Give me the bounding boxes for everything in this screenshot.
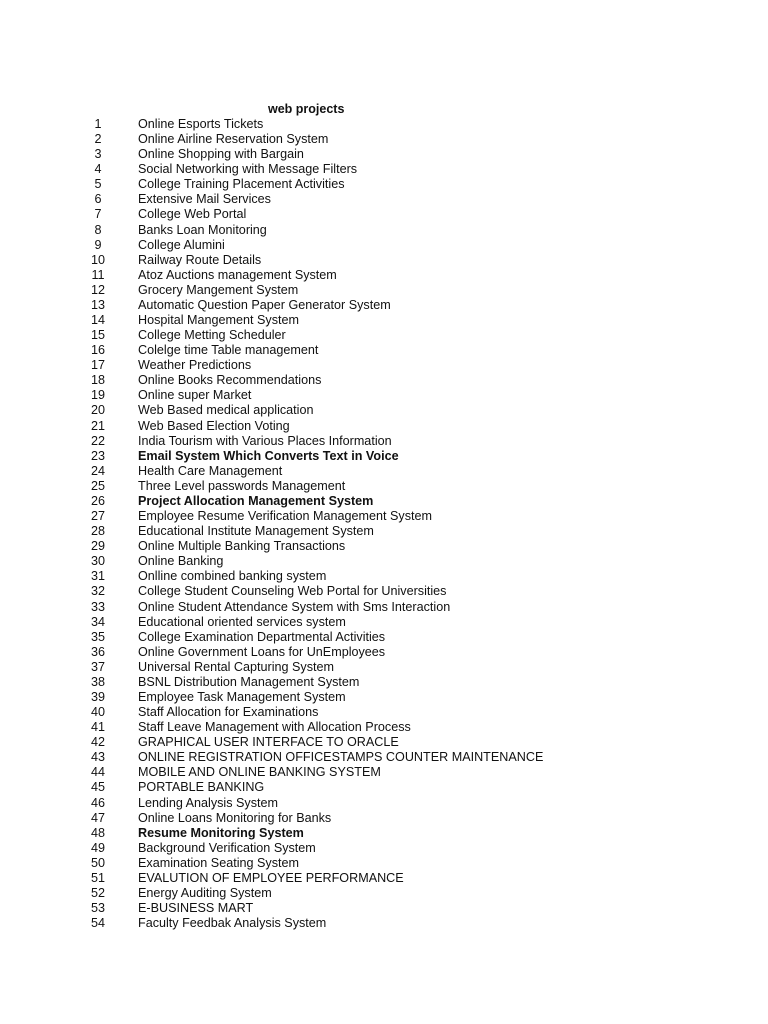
project-name: College Training Placement Activities	[138, 177, 345, 192]
project-number: 47	[90, 810, 105, 825]
project-number: 49	[90, 840, 105, 855]
project-name: College Student Counseling Web Portal for Universities	[138, 584, 447, 599]
project-name: Background Verification System	[138, 840, 316, 855]
project-number: 1	[94, 117, 102, 131]
project-name: Project Allocation Management System	[138, 493, 374, 508]
project-name: India Tourism with Various Places Information	[138, 433, 392, 448]
list-item	[0, 313, 768, 328]
list-item	[0, 856, 768, 871]
list-item	[0, 735, 768, 750]
project-name: Online Banking	[138, 554, 224, 569]
project-number: 50	[90, 855, 105, 870]
project-name: Online Loans Monitoring for Banks	[138, 810, 332, 825]
project-number: 35	[90, 629, 105, 644]
project-name: College Examination Departmental Activities	[138, 629, 386, 644]
list-item	[0, 916, 768, 931]
project-name: Universal Rental Capturing System	[138, 659, 334, 674]
list-item	[0, 524, 768, 539]
project-number: 38	[90, 674, 105, 689]
list-item	[0, 419, 768, 434]
project-name: MOBILE AND ONLINE BANKING SYSTEM	[138, 765, 381, 780]
project-name: Online Esports Tickets	[138, 117, 264, 131]
list-item	[0, 147, 768, 162]
project-number: 21	[90, 418, 105, 433]
project-number: 40	[90, 705, 105, 720]
project-number: 12	[90, 282, 105, 297]
project-name: Automatic Question Paper Generator System	[138, 297, 391, 312]
list-item	[0, 328, 768, 343]
project-number: 37	[90, 659, 105, 674]
list-item	[0, 207, 768, 222]
list-item	[0, 554, 768, 569]
project-number: 17	[90, 358, 105, 373]
project-number: 54	[90, 916, 105, 931]
project-number: 46	[90, 795, 105, 810]
project-number: 22	[90, 433, 105, 448]
project-name: EVALUTION OF EMPLOYEE PERFORMANCE	[138, 870, 404, 885]
project-number: 13	[90, 297, 105, 312]
project-number: 31	[90, 569, 105, 584]
project-number: 9	[94, 237, 102, 252]
list-item	[0, 268, 768, 283]
project-name: Weather Predictions	[138, 358, 252, 373]
project-number: 33	[90, 599, 105, 614]
project-number: 23	[90, 448, 105, 463]
project-name: Examination Seating System	[138, 855, 300, 870]
list-item	[0, 901, 768, 916]
list-item	[0, 584, 768, 599]
project-name: Web Based Election Voting	[138, 418, 290, 433]
list-item	[0, 539, 768, 554]
project-number: 41	[90, 720, 105, 735]
list-item	[0, 373, 768, 388]
project-number: 51	[90, 870, 105, 885]
list-item	[0, 253, 768, 268]
project-number: 34	[90, 614, 105, 629]
project-number: 27	[90, 509, 105, 524]
list-item	[0, 705, 768, 720]
project-name: Online Airline Reservation System	[138, 132, 329, 147]
project-number: 4	[94, 162, 102, 177]
list-item	[0, 569, 768, 584]
project-name: PORTABLE BANKING	[138, 780, 265, 795]
project-number: 48	[90, 825, 105, 840]
list-item	[0, 826, 768, 841]
project-name: Online Multiple Banking Transactions	[138, 539, 346, 554]
project-number: 19	[90, 388, 105, 403]
list-item	[0, 238, 768, 253]
list-item	[0, 871, 768, 886]
project-name: Hospital Mangement System	[138, 313, 299, 328]
project-name: GRAPHICAL USER INTERFACE TO ORACLE	[138, 735, 399, 750]
project-number: 15	[90, 328, 105, 343]
project-number: 39	[90, 689, 105, 704]
project-list	[0, 117, 768, 931]
list-item	[0, 645, 768, 660]
project-number: 16	[90, 343, 105, 358]
project-name: BSNL Distribution Management System	[138, 674, 360, 689]
project-name: Web Based medical application	[138, 403, 314, 418]
list-item	[0, 841, 768, 856]
list-item	[0, 750, 768, 765]
project-name: Extensive Mail Services	[138, 192, 271, 207]
project-number: 45	[90, 780, 105, 795]
project-name: E-BUSINESS MART	[138, 901, 254, 916]
project-name: Resume Monitoring System	[138, 825, 304, 840]
project-number: 52	[90, 885, 105, 900]
project-number: 11	[91, 267, 105, 282]
list-item	[0, 886, 768, 901]
project-number: 14	[90, 313, 105, 328]
list-item	[0, 765, 768, 780]
project-name: Educational Institute Management System	[138, 524, 374, 539]
project-name: Online Government Loans for UnEmployees	[138, 644, 386, 659]
project-number: 43	[90, 750, 105, 765]
project-number: 2	[94, 132, 102, 147]
project-number: 8	[94, 222, 102, 237]
project-name: Railway Route Details	[138, 252, 262, 267]
list-item	[0, 403, 768, 418]
list-item	[0, 343, 768, 358]
list-item	[0, 796, 768, 811]
project-number: 32	[90, 584, 105, 599]
list-item	[0, 509, 768, 524]
project-name: Online Books Recommendations	[138, 373, 322, 388]
project-name: Employee Resume Verification Management System	[138, 509, 432, 524]
project-name: College Alumini	[138, 237, 225, 252]
project-name: Educational oriented services system	[138, 614, 346, 629]
project-number: 3	[94, 147, 102, 162]
list-item	[0, 811, 768, 826]
list-item	[0, 690, 768, 705]
project-name: Three Level passwords Management	[138, 478, 346, 493]
project-number: 30	[90, 554, 105, 569]
project-number: 24	[90, 463, 105, 478]
project-name: Online Shopping with Bargain	[138, 147, 304, 162]
list-item	[0, 615, 768, 630]
project-number: 18	[90, 373, 105, 388]
project-name: College Metting Scheduler	[138, 328, 286, 343]
list-item	[0, 177, 768, 192]
list-item	[0, 479, 768, 494]
list-item	[0, 660, 768, 675]
list-item	[0, 494, 768, 509]
project-name: Colelge time Table management	[138, 343, 319, 358]
project-name: Onlline combined banking system	[138, 569, 327, 584]
project-number: 53	[90, 901, 105, 916]
list-item	[0, 720, 768, 735]
project-name: Atoz Auctions management System	[138, 267, 337, 282]
project-number: 44	[90, 765, 105, 780]
list-item	[0, 434, 768, 449]
list-item	[0, 358, 768, 373]
project-name: Email System Which Converts Text in Voice	[138, 448, 399, 463]
project-name: Online Student Attendance System with Sms Interaction	[138, 599, 451, 614]
page-title: web projects	[268, 102, 345, 116]
project-number: 6	[94, 192, 102, 207]
project-name: Banks Loan Monitoring	[138, 222, 267, 237]
project-number: 10	[90, 252, 105, 267]
project-name: Employee Task Management System	[138, 689, 346, 704]
project-number: 36	[90, 644, 105, 659]
project-number: 42	[90, 735, 105, 750]
project-name: Grocery Mangement System	[138, 282, 299, 297]
list-item	[0, 298, 768, 313]
project-name: Energy Auditing System	[138, 885, 272, 900]
project-name: Social Networking with Message Filters	[138, 162, 358, 177]
project-name: Faculty Feedbak Analysis System	[138, 916, 327, 931]
project-name: Lending Analysis System	[138, 795, 279, 810]
list-item	[0, 192, 768, 207]
list-item	[0, 223, 768, 238]
list-item	[0, 117, 768, 132]
list-item	[0, 600, 768, 615]
project-number: 5	[94, 177, 102, 192]
list-item	[0, 675, 768, 690]
project-name: Health Care Management	[138, 463, 283, 478]
project-number: 28	[90, 524, 105, 539]
project-name: Staff Leave Management with Allocation Process	[138, 720, 411, 735]
list-item	[0, 464, 768, 479]
list-item	[0, 630, 768, 645]
project-name: College Web Portal	[138, 207, 247, 222]
list-item	[0, 388, 768, 403]
list-item	[0, 780, 768, 795]
project-name: ONLINE REGISTRATION OFFICESTAMPS COUNTER MAINTENANCE	[138, 750, 544, 765]
project-number: 26	[90, 493, 105, 508]
list-item	[0, 283, 768, 298]
list-item	[0, 449, 768, 464]
project-name: Online super Market	[138, 388, 252, 403]
project-number: 7	[94, 207, 102, 222]
project-number: 20	[90, 403, 105, 418]
list-item	[0, 132, 768, 147]
project-name: Staff Allocation for Examinations	[138, 705, 319, 720]
project-number: 25	[90, 478, 105, 493]
list-item	[0, 162, 768, 177]
project-number: 29	[90, 539, 105, 554]
